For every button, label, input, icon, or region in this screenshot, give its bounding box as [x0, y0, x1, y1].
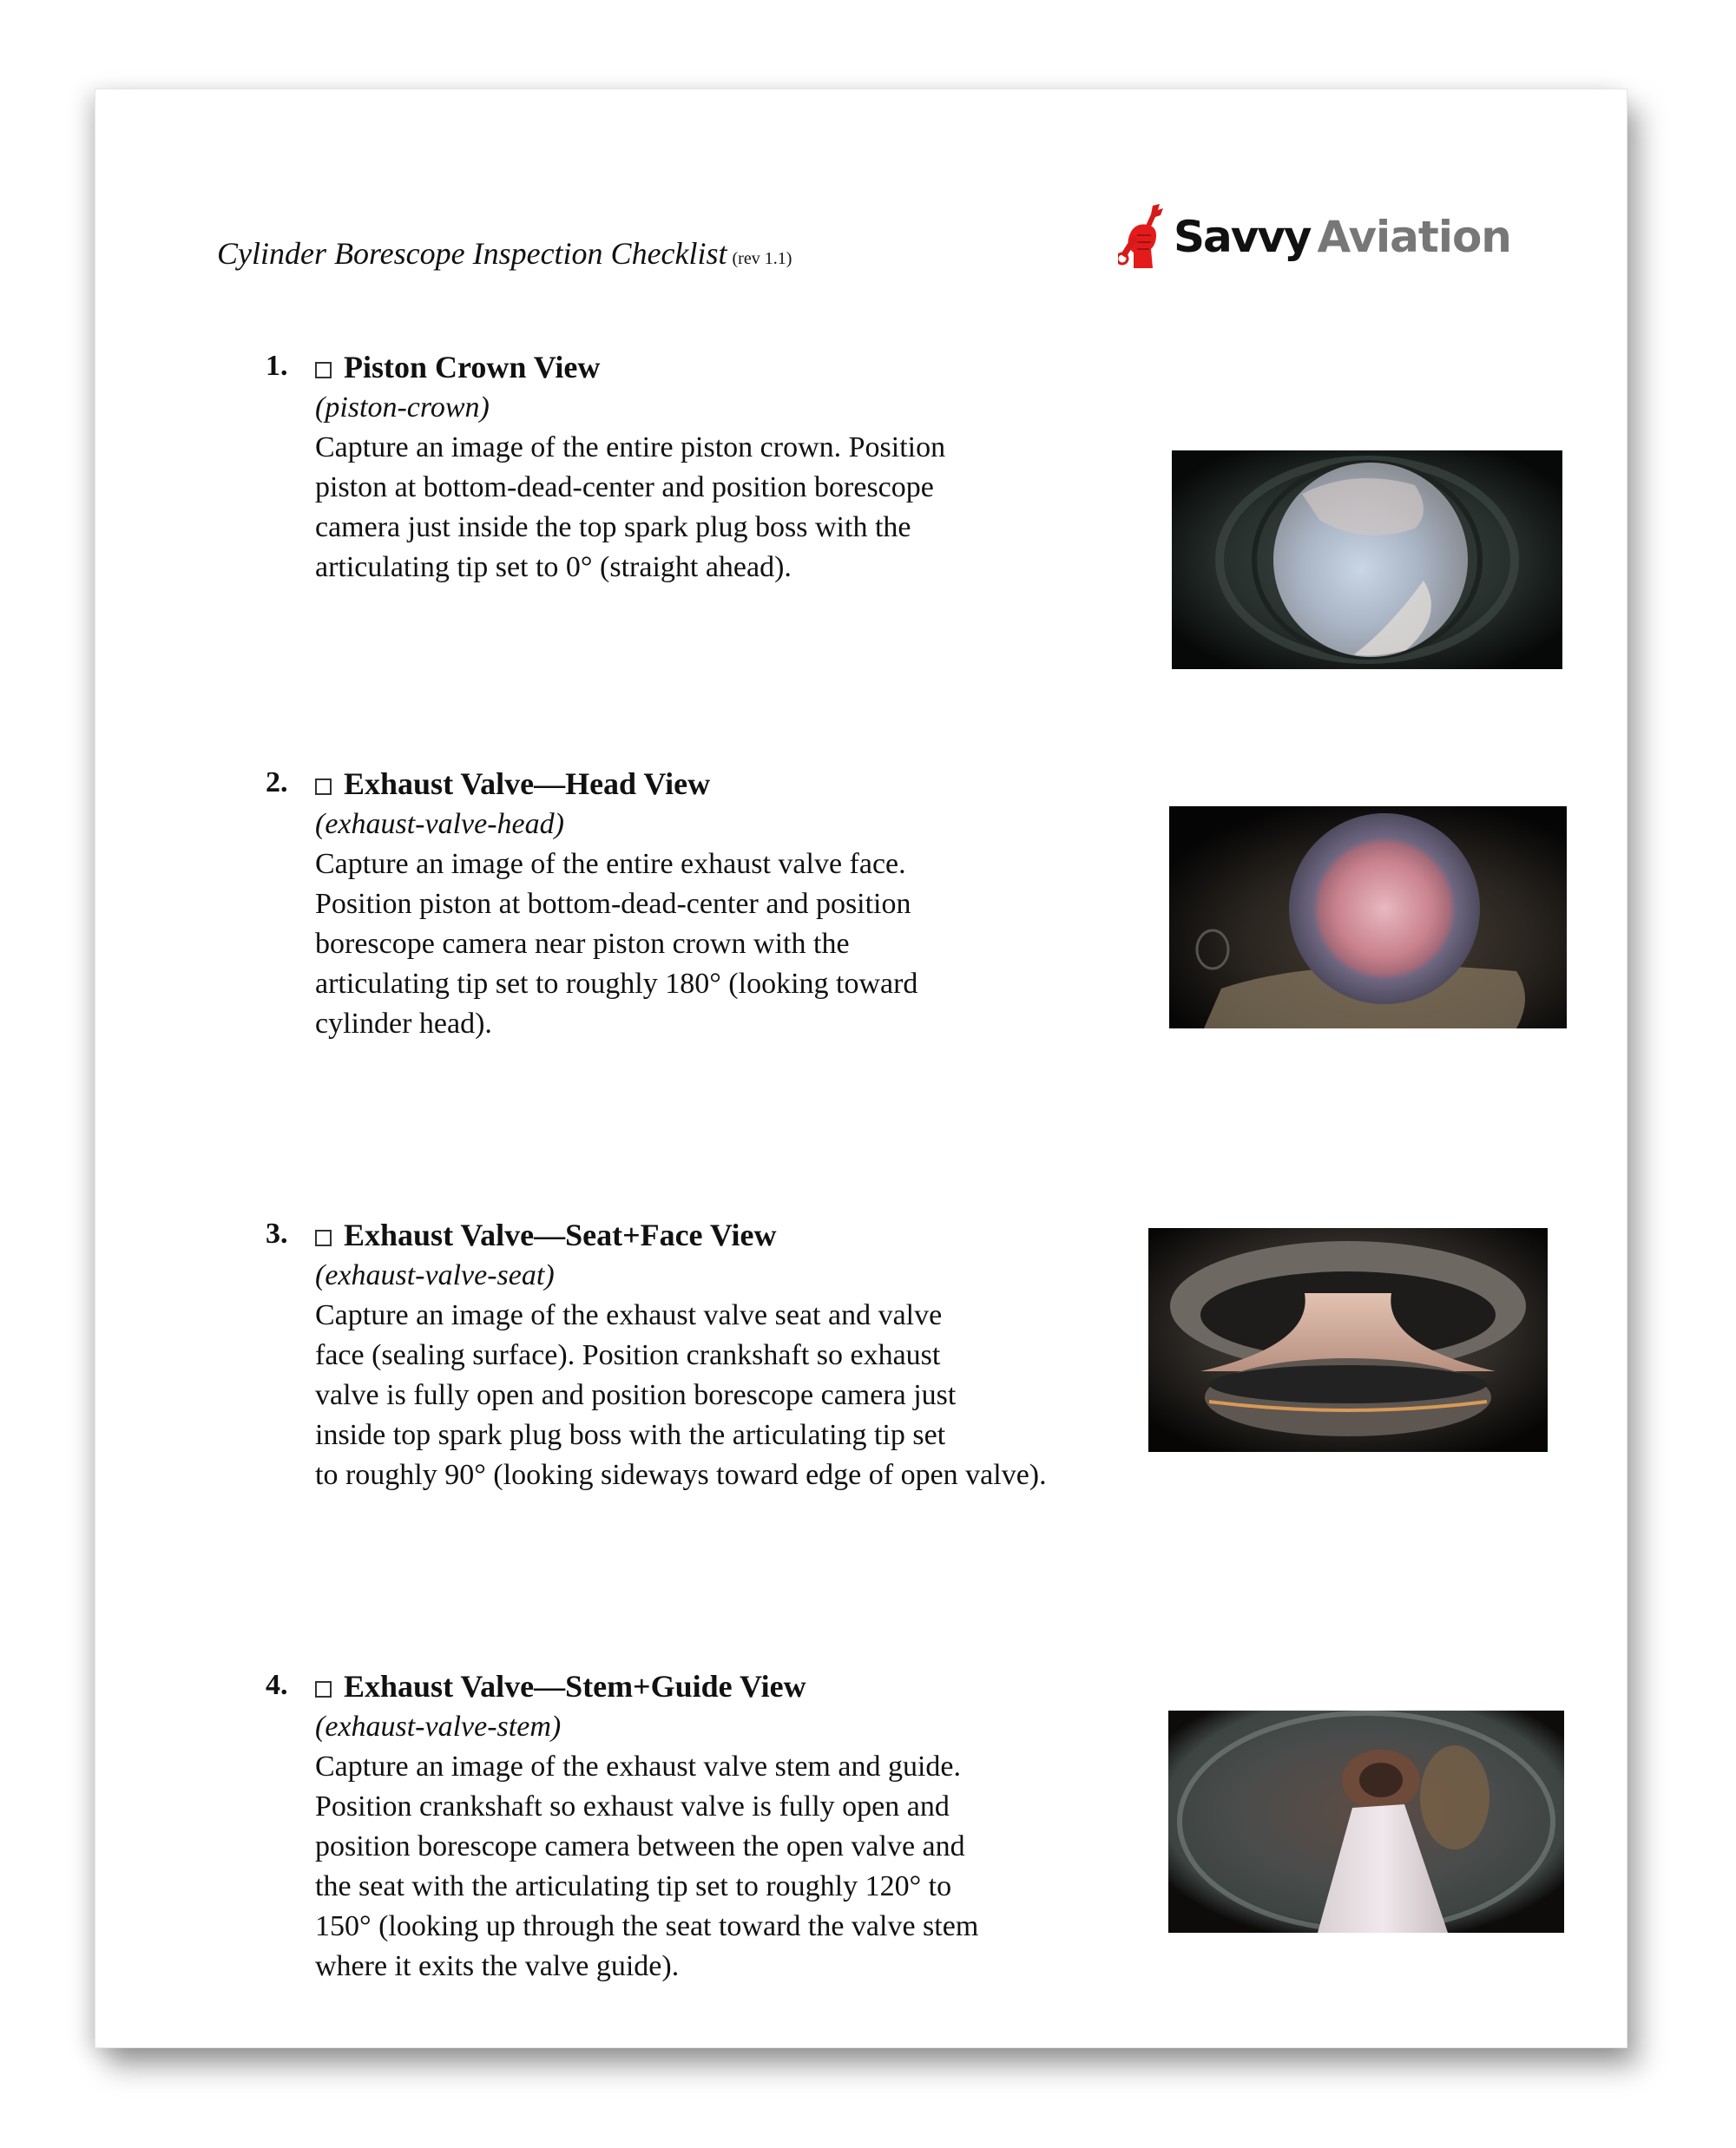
item-tag: (piston-crown)	[315, 391, 490, 424]
exhaust-valve-stem-photo	[1168, 1711, 1564, 1933]
title-text: Cylinder Borescope Inspection Checklist	[217, 236, 727, 271]
logo-text-aviation: Aviation	[1317, 212, 1511, 262]
item-checkbox[interactable]	[315, 1681, 332, 1698]
document-title	[217, 235, 792, 272]
item-checkbox[interactable]	[315, 362, 332, 378]
wrench-fist-icon	[1118, 202, 1172, 272]
item-checkbox[interactable]	[315, 778, 332, 795]
item-line: position borescope camera between the open valve and	[315, 1830, 965, 1862]
item-line: camera just inside the top spark plug boss with the	[315, 511, 911, 543]
item-line: to roughly 90° (looking sideways toward edge of open valve).	[315, 1459, 1047, 1491]
item-line: borescope camera near piston crown with the	[315, 928, 850, 960]
item-checkbox[interactable]	[315, 1230, 332, 1246]
item-number: 2.	[266, 766, 288, 798]
item-line: Capture an image of the exhaust valve stem and guide.	[315, 1751, 961, 1783]
item-number: 3.	[266, 1218, 288, 1250]
logo-text-savvy: Savvy	[1174, 212, 1311, 262]
item-line: inside top spark plug boss with the articulating tip set	[315, 1419, 946, 1451]
item-line: piston at bottom-dead-center and position borescope	[315, 471, 934, 503]
item-line: face (sealing surface). Position crankshaft so exhaust	[315, 1339, 941, 1371]
item-title: Exhaust Valve—Head View	[344, 766, 711, 801]
item-heading	[315, 346, 945, 388]
item-heading	[315, 1665, 978, 1707]
item-line: where it exits the valve guide).	[315, 1950, 680, 1982]
savvy-aviation-logo	[1118, 202, 1511, 272]
item-heading	[315, 763, 917, 805]
item-line: articulating tip set to roughly 180° (looking toward	[315, 968, 918, 1000]
exhaust-valve-head-photo	[1169, 806, 1567, 1028]
item-line: valve is fully open and position borescope camera just	[315, 1379, 957, 1411]
item-line: Position crankshaft so exhaust valve is fully open and	[315, 1790, 950, 1823]
item-number: 1.	[266, 350, 288, 382]
item-title: Piston Crown View	[344, 350, 601, 384]
item-number: 4.	[266, 1669, 288, 1701]
item-line: Capture an image of the entire piston crown. Position	[315, 431, 946, 463]
exhaust-valve-seat-photo	[1148, 1228, 1548, 1452]
item-tag: (exhaust-valve-head)	[315, 808, 564, 840]
item-title: Exhaust Valve—Seat+Face View	[344, 1218, 777, 1252]
document-page	[95, 89, 1627, 2047]
item-line: 150° (looking up through the seat toward the valve stem	[315, 1910, 979, 1942]
piston-crown-photo	[1172, 450, 1562, 669]
item-line: Capture an image of the exhaust valve seat and valve	[315, 1299, 943, 1331]
revision-label: (rev 1.1)	[732, 249, 792, 268]
item-line: articulating tip set to 0° (straight ahead).	[315, 551, 792, 583]
item-line: Position piston at bottom-dead-center and position	[315, 888, 911, 920]
item-tag: (exhaust-valve-seat)	[315, 1259, 555, 1291]
item-line: the seat with the articulating tip set to roughly 120° to	[315, 1870, 952, 1902]
item-heading	[315, 1214, 1047, 1256]
item-line: Capture an image of the entire exhaust valve face.	[315, 848, 906, 880]
item-title: Exhaust Valve—Stem+Guide View	[344, 1669, 806, 1704]
item-tag: (exhaust-valve-stem)	[315, 1711, 562, 1743]
item-line: cylinder head).	[315, 1008, 492, 1040]
